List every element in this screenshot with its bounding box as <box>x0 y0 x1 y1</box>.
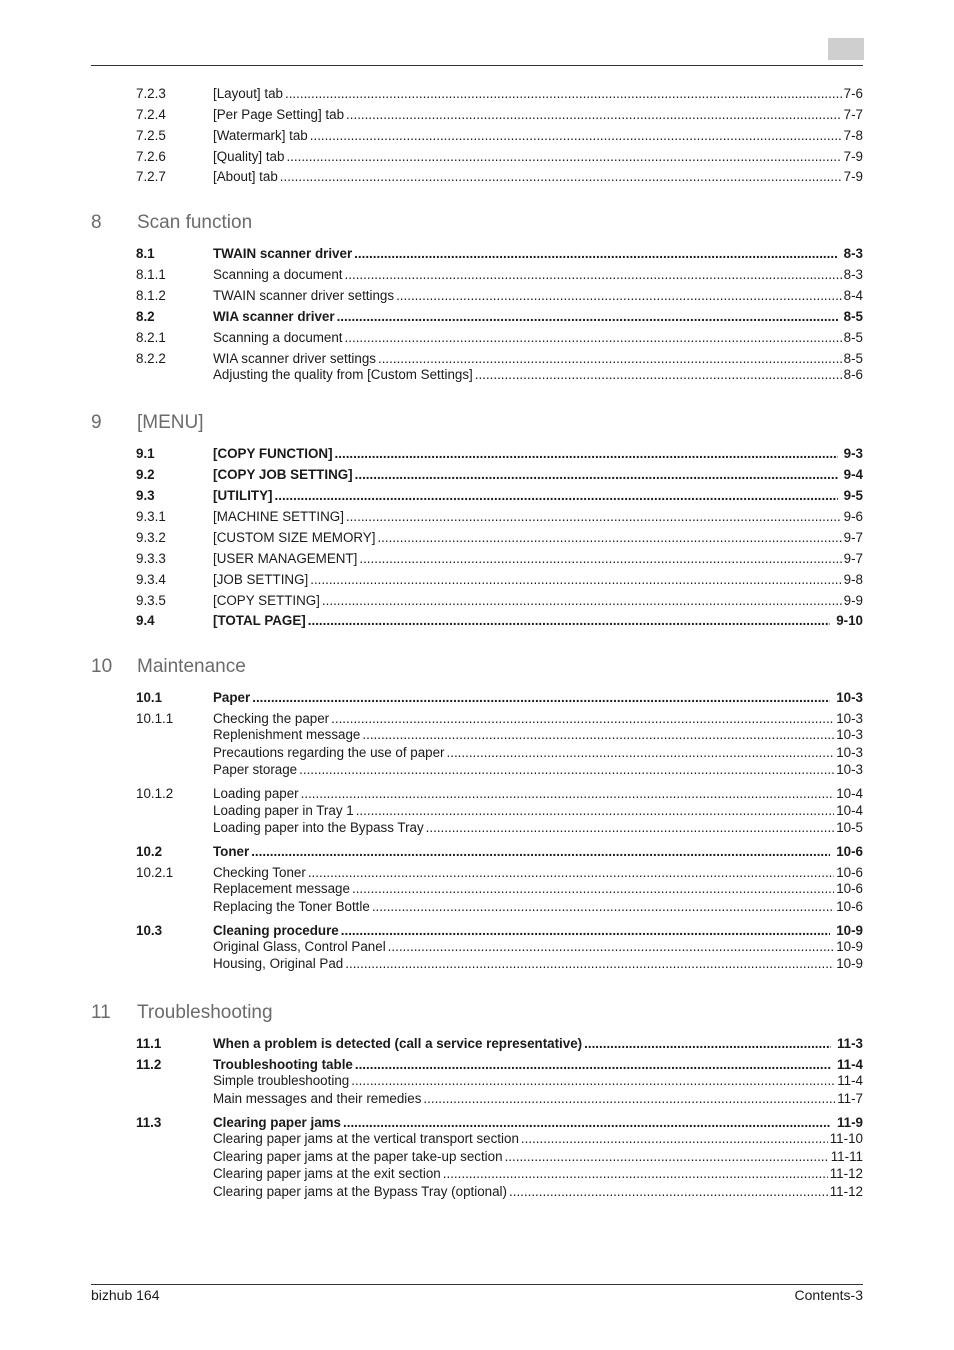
toc-entry-page: 10-9 <box>836 939 863 954</box>
dot-leader <box>322 592 842 609</box>
toc-entry-number: 11.3 <box>136 1115 162 1130</box>
toc-entry-line <box>213 329 863 346</box>
toc-entry-number: 7.2.4 <box>136 107 166 122</box>
toc-entry-page: 11-12 <box>829 1166 863 1181</box>
toc-entry-title: Main messages and their remedies <box>213 1091 422 1106</box>
chapter-heading[interactable] <box>91 1002 273 1024</box>
toc-entry-page: 8-5 <box>843 351 863 366</box>
toc-entry-title: WIA scanner driver <box>213 309 335 324</box>
toc-entry-line <box>213 148 863 165</box>
chapter-number: 8 <box>91 212 102 233</box>
toc-entry-line <box>213 106 863 123</box>
toc-entry-page: 8-3 <box>843 246 863 261</box>
toc-entry-line <box>213 127 863 144</box>
toc-subsection-entry[interactable] <box>136 529 863 546</box>
dot-leader <box>505 1148 829 1165</box>
toc-topic-entry[interactable] <box>136 366 863 383</box>
dot-leader <box>351 1072 835 1089</box>
footer-product-name: bizhub 164 <box>91 1287 160 1303</box>
toc-entry-page: 7-8 <box>843 128 863 143</box>
toc-topic-entry[interactable] <box>136 761 863 778</box>
dot-leader <box>378 350 842 367</box>
toc-entry-title: Simple troubleshooting <box>213 1073 350 1088</box>
toc-entry-number: 8.1.2 <box>136 288 166 303</box>
toc-entry-page: 10-3 <box>836 727 863 742</box>
toc-entry-title: [COPY FUNCTION] <box>213 446 333 461</box>
toc-entry-number: 7.2.6 <box>136 149 166 164</box>
toc-entry-page: 8-5 <box>843 330 863 345</box>
toc-entry-line <box>213 550 863 567</box>
toc-entry-title: Paper <box>213 690 251 705</box>
toc-subsection-entry[interactable] <box>136 864 863 881</box>
toc-entry-title: TWAIN scanner driver <box>213 246 353 261</box>
toc-entry-title: [JOB SETTING] <box>213 572 309 587</box>
dot-leader <box>286 148 841 165</box>
toc-section-entry[interactable] <box>136 487 863 504</box>
toc-section-entry[interactable] <box>136 1035 863 1052</box>
toc-entry-number: 9.3.3 <box>136 551 166 566</box>
toc-entry-number: 11.2 <box>136 1057 162 1072</box>
chapter-title: Troubleshooting <box>137 1002 273 1023</box>
toc-entry-line <box>213 802 863 819</box>
toc-entry-number: 9.1 <box>136 446 155 461</box>
toc-entry-page: 10-6 <box>836 844 863 859</box>
toc-entry-line <box>213 308 863 325</box>
toc-entry-title: Loading paper into the Bypass Tray <box>213 820 424 835</box>
toc-entry-page: 9-10 <box>836 613 863 628</box>
toc-entry-line <box>213 819 863 836</box>
toc-entry-line <box>213 1090 863 1107</box>
dot-leader <box>521 1130 828 1147</box>
toc-entry-page: 10-3 <box>836 745 863 760</box>
toc-topic-entry[interactable] <box>136 802 863 819</box>
toc-entry-title: Replacement message <box>213 881 350 896</box>
toc-subsection-entry[interactable] <box>136 710 863 727</box>
toc-topic-entry[interactable] <box>136 744 863 761</box>
toc-entry-title: Toner <box>213 844 250 859</box>
toc-section-entry[interactable] <box>136 445 863 462</box>
toc-entry-title: Clearing paper jams at the paper take-up section <box>213 1149 503 1164</box>
dot-leader <box>310 571 841 588</box>
dot-leader <box>285 85 842 102</box>
dot-leader <box>299 761 834 778</box>
dot-leader <box>509 1183 828 1200</box>
toc-topic-entry[interactable] <box>136 726 863 743</box>
dot-leader <box>396 287 842 304</box>
toc-entry-title: [UTILITY] <box>213 488 273 503</box>
toc-entry-line <box>213 445 863 462</box>
chapter-heading[interactable] <box>91 412 204 434</box>
toc-section-entry[interactable] <box>136 245 863 262</box>
dot-leader <box>362 726 834 743</box>
toc-entry-title: [CUSTOM SIZE MEMORY] <box>213 530 376 545</box>
toc-entry-line <box>213 843 863 860</box>
toc-entry-title: [Quality] tab <box>213 149 285 164</box>
toc-entry-number: 11.1 <box>136 1036 162 1051</box>
dot-leader <box>352 880 834 897</box>
dot-leader <box>310 127 842 144</box>
toc-entry-page: 7-6 <box>843 86 863 101</box>
toc-entry-line <box>213 880 863 897</box>
toc-entry-page: 10-4 <box>836 803 863 818</box>
toc-topic-entry[interactable] <box>136 955 863 972</box>
toc-entry-number: 8.2.1 <box>136 330 166 345</box>
toc-entry-title: [COPY SETTING] <box>213 593 320 608</box>
toc-subsection-entry[interactable] <box>136 106 863 123</box>
toc-entry-number: 9.2 <box>136 467 155 482</box>
toc-subsection-entry[interactable] <box>136 127 863 144</box>
toc-topic-entry[interactable] <box>136 819 863 836</box>
toc-entry-title: Clearing paper jams at the Bypass Tray (optional) <box>213 1184 507 1199</box>
toc-entry-number: 10.1 <box>136 690 163 705</box>
toc-entry-page: 11-12 <box>829 1184 863 1199</box>
toc-entry-title: WIA scanner driver settings <box>213 351 376 366</box>
toc-entry-title: [MACHINE SETTING] <box>213 509 344 524</box>
toc-entry-title: [Watermark] tab <box>213 128 308 143</box>
toc-entry-page: 10-5 <box>836 820 863 835</box>
toc-entry-number: 7.2.3 <box>136 86 166 101</box>
toc-subsection-entry[interactable] <box>136 85 863 102</box>
dot-leader <box>301 785 835 802</box>
toc-topic-entry[interactable] <box>136 1183 863 1200</box>
toc-entry-title: [USER MANAGEMENT] <box>213 551 358 566</box>
toc-subsection-entry[interactable] <box>136 550 863 567</box>
toc-entry-title: Original Glass, Control Panel <box>213 939 386 954</box>
toc-entry-page: 11-3 <box>836 1036 863 1051</box>
toc-entry-title: [Layout] tab <box>213 86 283 101</box>
toc-subsection-entry[interactable] <box>136 350 863 367</box>
toc-entry-title: Troubleshooting table <box>213 1057 353 1072</box>
toc-topic-entry[interactable] <box>136 1072 863 1089</box>
toc-entry-number: 8.2.2 <box>136 351 166 366</box>
toc-entry-page: 10-3 <box>836 690 863 705</box>
toc-entry-line <box>213 1072 863 1089</box>
toc-entry-number: 8.1.1 <box>136 267 166 282</box>
dot-leader <box>584 1035 831 1052</box>
toc-entry-line <box>213 366 863 383</box>
dot-leader <box>252 689 830 706</box>
toc-entry-page: 11-4 <box>836 1057 863 1072</box>
toc-entry-number: 7.2.7 <box>136 169 166 184</box>
toc-entry-page: 10-3 <box>836 711 863 726</box>
footer-page-number: Contents-3 <box>794 1287 863 1303</box>
toc-entry-title: Precautions regarding the use of paper <box>213 745 445 760</box>
toc-entry-page: 11-7 <box>837 1091 863 1106</box>
toc-entry-page: 9-5 <box>843 488 863 503</box>
dot-leader <box>343 1114 831 1131</box>
toc-entry-page: 9-3 <box>843 446 863 461</box>
toc-topic-entry[interactable] <box>136 938 863 955</box>
toc-entry-line <box>213 85 863 102</box>
toc-entry-page: 8-5 <box>843 309 863 324</box>
toc-entry-title: Adjusting the quality from [Custom Settings] <box>213 367 473 382</box>
toc-entry-page: 8-3 <box>843 267 863 282</box>
toc-entry-line <box>213 168 863 185</box>
toc-entry-line <box>213 592 863 609</box>
toc-entry-page: 9-8 <box>843 572 863 587</box>
toc-entry-number: 9.3 <box>136 488 155 503</box>
toc-entry-number: 9.3.2 <box>136 530 166 545</box>
toc-entry-number: 10.1.1 <box>136 711 174 726</box>
toc-entry-title: Cleaning procedure <box>213 923 339 938</box>
toc-entry-number: 9.3.4 <box>136 572 166 587</box>
toc-entry-line <box>213 266 863 283</box>
toc-subsection-entry[interactable] <box>136 571 863 588</box>
toc-entry-number: 10.1.2 <box>136 786 174 801</box>
toc-entry-page: 7-9 <box>843 169 863 184</box>
chapter-number: 10 <box>91 656 113 677</box>
chapter-title: [MENU] <box>137 412 204 433</box>
toc-entry-number: 10.3 <box>136 923 163 938</box>
chapter-title: Scan function <box>137 212 253 233</box>
toc-entry-page: 8-6 <box>843 367 863 382</box>
toc-entry-number: 10.2.1 <box>136 865 174 880</box>
toc-entry-number: 9.4 <box>136 613 155 628</box>
toc-entry-title: Replenishment message <box>213 727 361 742</box>
toc-entry-number: 9.3.1 <box>136 509 166 524</box>
chapter-number: 9 <box>91 412 102 433</box>
toc-entry-title: Clearing paper jams at the exit section <box>213 1166 441 1181</box>
dot-leader <box>280 168 842 185</box>
toc-entry-page: 10-4 <box>836 786 863 801</box>
dot-leader <box>356 802 834 819</box>
dot-leader <box>308 864 834 881</box>
toc-entry-number: 9.3.5 <box>136 593 166 608</box>
toc-section-entry[interactable] <box>136 922 863 939</box>
toc-entry-line <box>213 612 863 629</box>
toc-entry-title: [TOTAL PAGE] <box>213 613 306 628</box>
chapter-title: Maintenance <box>137 656 246 677</box>
toc-entry-line <box>213 1183 863 1200</box>
toc-entry-page: 11-4 <box>837 1073 863 1088</box>
toc-entry-title: TWAIN scanner driver settings <box>213 288 395 303</box>
dot-leader <box>345 329 842 346</box>
toc-subsection-entry[interactable] <box>136 287 863 304</box>
toc-section-entry[interactable] <box>136 1114 863 1131</box>
toc-entry-title: [Per Page Setting] tab <box>213 107 345 122</box>
toc-entry-line <box>213 287 863 304</box>
toc-section-entry[interactable] <box>136 308 863 325</box>
toc-entry-page: 9-7 <box>843 551 863 566</box>
dot-leader <box>341 922 830 939</box>
toc-entry-page: 11-9 <box>836 1115 863 1130</box>
toc-entry-page: 11-10 <box>829 1131 863 1146</box>
dot-leader <box>423 1090 835 1107</box>
toc-entry-number: 8.1 <box>136 246 155 261</box>
toc-entry-line <box>213 864 863 881</box>
toc-subsection-entry[interactable] <box>136 148 863 165</box>
toc-subsection-entry[interactable] <box>136 508 863 525</box>
dot-leader <box>388 938 835 955</box>
chapter-number: 11 <box>91 1002 111 1023</box>
toc-entry-line <box>213 571 863 588</box>
toc-entry-title: Loading paper in Tray 1 <box>213 803 354 818</box>
dot-leader <box>346 106 842 123</box>
toc-section-entry[interactable] <box>136 466 863 483</box>
toc-entry-number: 10.2 <box>136 844 163 859</box>
chapter-heading[interactable] <box>91 212 252 234</box>
toc-entry-line <box>213 689 863 706</box>
toc-entry-page: 10-9 <box>836 923 863 938</box>
toc-entry-line <box>213 744 863 761</box>
toc-entry-line <box>213 785 863 802</box>
toc-entry-page: 9-4 <box>843 467 863 482</box>
toc-entry-page: 7-9 <box>843 149 863 164</box>
dot-leader <box>337 308 838 325</box>
toc-entry-line <box>213 1056 863 1073</box>
toc-entry-title: When a problem is detected (call a service representative) <box>213 1036 583 1051</box>
dot-leader <box>372 898 834 915</box>
dot-leader <box>443 1165 828 1182</box>
toc-subsection-entry[interactable] <box>136 168 863 185</box>
toc-entry-line <box>213 1130 863 1147</box>
toc-topic-entry[interactable] <box>136 1090 863 1107</box>
toc-entry-line <box>213 1114 863 1131</box>
toc-section-entry[interactable] <box>136 843 863 860</box>
dot-leader <box>355 1056 831 1073</box>
toc-entry-line <box>213 350 863 367</box>
toc-entry-page: 9-9 <box>843 593 863 608</box>
dot-leader <box>475 366 842 383</box>
toc-entry-page: 8-4 <box>843 288 863 303</box>
toc-entry-line <box>213 529 863 546</box>
toc-entry-title: Housing, Original Pad <box>213 956 344 971</box>
toc-entry-page: 9-6 <box>843 509 863 524</box>
toc-entry-title: Scanning a document <box>213 267 343 282</box>
toc-subsection-entry[interactable] <box>136 329 863 346</box>
dot-leader <box>275 487 838 504</box>
toc-entry-title: Loading paper <box>213 786 299 801</box>
toc-section-entry[interactable] <box>136 612 863 629</box>
dot-leader <box>331 710 834 727</box>
dot-leader <box>447 744 835 761</box>
dot-leader <box>335 445 838 462</box>
dot-leader <box>308 612 830 629</box>
toc-entry-line <box>213 487 863 504</box>
dot-leader <box>426 819 835 836</box>
toc-entry-page: 10-3 <box>836 762 863 777</box>
toc-entry-page: 11-11 <box>830 1149 863 1164</box>
toc-entry-page: 10-6 <box>836 881 863 896</box>
toc-entry-page: 10-9 <box>836 956 863 971</box>
toc-entry-title: Clearing paper jams <box>213 1115 342 1130</box>
toc-entry-line <box>213 938 863 955</box>
toc-entry-line <box>213 710 863 727</box>
dot-leader <box>346 508 842 525</box>
dot-leader <box>345 955 834 972</box>
toc-entry-page: 7-7 <box>843 107 863 122</box>
toc-topic-entry[interactable] <box>136 1165 863 1182</box>
chapter-heading[interactable] <box>91 656 246 678</box>
toc-entry-line <box>213 1165 863 1182</box>
toc-entry-number: 8.2 <box>136 309 155 324</box>
toc-entry-line <box>213 922 863 939</box>
dot-leader <box>359 550 841 567</box>
toc-entry-title: Clearing paper jams at the vertical transport section <box>213 1131 519 1146</box>
toc-entry-line <box>213 726 863 743</box>
toc-entry-line <box>213 955 863 972</box>
toc-entry-line <box>213 1035 863 1052</box>
dot-leader <box>354 245 837 262</box>
toc-entry-line <box>213 245 863 262</box>
toc-entry-line <box>213 1148 863 1165</box>
toc-entry-title: Paper storage <box>213 762 298 777</box>
dot-leader <box>345 266 842 283</box>
toc-subsection-entry[interactable] <box>136 592 863 609</box>
toc-entry-page: 10-6 <box>836 865 863 880</box>
toc-entry-title: Replacing the Toner Bottle <box>213 899 370 914</box>
toc-entry-title: Checking the paper <box>213 711 330 726</box>
toc-entry-title: [COPY JOB SETTING] <box>213 467 353 482</box>
toc-entry-line <box>213 466 863 483</box>
toc-entry-page: 10-6 <box>836 899 863 914</box>
toc-section-entry[interactable] <box>136 1056 863 1073</box>
toc-subsection-entry[interactable] <box>136 266 863 283</box>
toc-subsection-entry[interactable] <box>136 785 863 802</box>
toc-topic-entry[interactable] <box>136 1148 863 1165</box>
toc-entry-title: [About] tab <box>213 169 278 184</box>
toc-section-entry[interactable] <box>136 689 863 706</box>
toc-topic-entry[interactable] <box>136 1130 863 1147</box>
dot-leader <box>251 843 830 860</box>
dot-leader <box>377 529 841 546</box>
toc-entry-line <box>213 508 863 525</box>
toc-entry-title: Scanning a document <box>213 330 343 345</box>
toc-entry-number: 7.2.5 <box>136 128 166 143</box>
toc-entry-title: Checking Toner <box>213 865 306 880</box>
toc-topic-entry[interactable] <box>136 880 863 897</box>
toc-topic-entry[interactable] <box>136 898 863 915</box>
footer-rule <box>91 1284 863 1285</box>
dot-leader <box>355 466 838 483</box>
toc-entry-line <box>213 898 863 915</box>
toc-entry-line <box>213 761 863 778</box>
toc-entry-page: 9-7 <box>843 530 863 545</box>
